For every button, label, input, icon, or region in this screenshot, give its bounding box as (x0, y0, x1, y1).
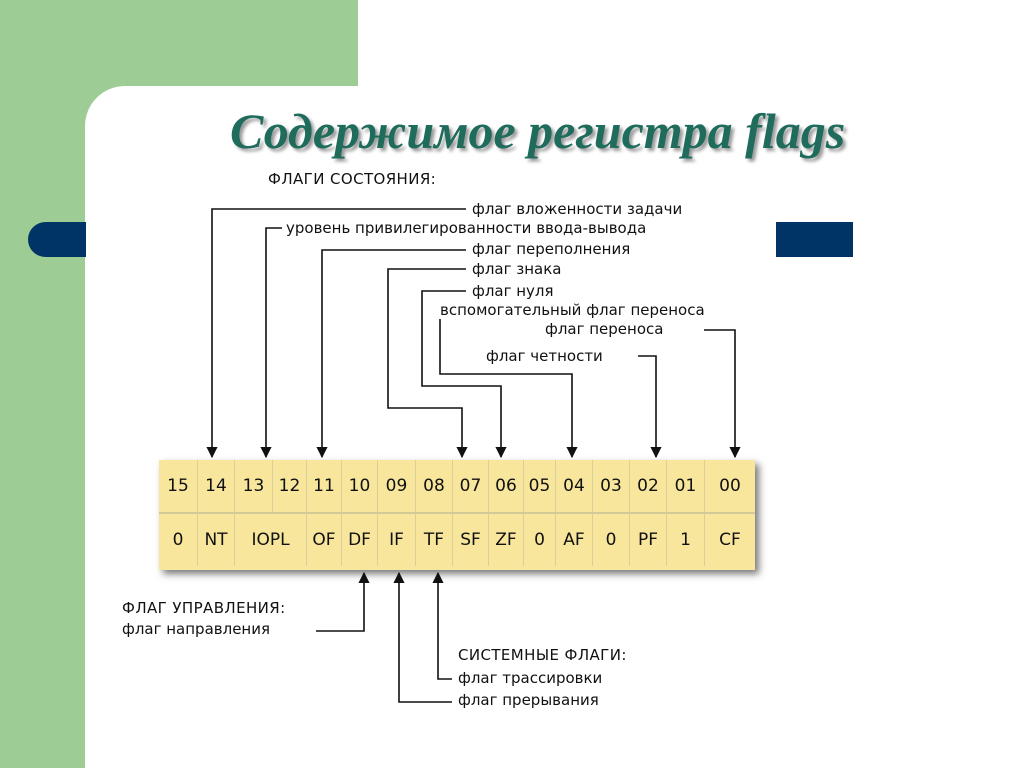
bit-number-03: 03 (593, 460, 630, 512)
label-carry-flag: флаг переноса (545, 320, 664, 338)
connector-cf (704, 330, 735, 457)
bit-number-12: 12 (273, 460, 307, 512)
bit-number-09: 09 (378, 460, 416, 512)
label-iopl: уровень привилегированности ввода-вывода (286, 219, 647, 237)
label-zero-flag: флаг нуля (472, 282, 554, 300)
bit-number-14: 14 (198, 460, 235, 512)
control-flags-header: ФЛАГ УПРАВЛЕНИЯ: (122, 599, 286, 617)
bit-value-cf: CF (719, 530, 741, 550)
connector-pf (638, 356, 656, 457)
connector-tf (438, 573, 452, 679)
bit-number-15: 15 (159, 460, 198, 512)
bit-value-zf: ZF (489, 514, 524, 566)
connector-af (440, 319, 572, 457)
bit-number-06: 06 (489, 460, 524, 512)
bit-number-11: 11 (307, 460, 342, 512)
state-flags-header: ФЛАГИ СОСТОЯНИЯ: (268, 170, 437, 188)
bit-value-03: 0 (593, 514, 630, 566)
bit-value-if: IF (378, 514, 416, 566)
bit-value-df: DF (342, 514, 378, 566)
label-nested-task-flag: флаг вложенности задачи (472, 200, 683, 218)
system-flags-header: СИСТЕМНЫЕ ФЛАГИ: (458, 646, 627, 664)
bit-value-iopl: IOPL (235, 514, 307, 566)
bit-value-05: 0 (524, 514, 556, 566)
bit-value-of: OF (307, 514, 342, 566)
bit-number-02: 02 (630, 460, 667, 512)
bit-number-00: 00 (719, 476, 741, 496)
connector-df (316, 573, 364, 631)
connector-sf (388, 269, 466, 457)
label-sign-flag: флаг знака (472, 260, 562, 278)
bit-value-15: 0 (159, 514, 198, 566)
bit-number-08: 08 (416, 460, 453, 512)
bit-value-tf: TF (416, 514, 453, 566)
bit-value-sf: SF (453, 514, 489, 566)
label-parity-flag: флаг четности (486, 347, 603, 365)
label-overflow-flag: флаг переполнения (472, 240, 631, 258)
bit-number-05: 05 (524, 460, 556, 512)
label-direction-flag: флаг направления (122, 620, 271, 638)
bit-value-nt: NT (198, 514, 235, 566)
slide-title: Содержимое регистра flags (230, 103, 846, 159)
bit-number-07: 07 (453, 460, 489, 512)
connector-if (399, 573, 452, 702)
bit-number-10: 10 (342, 460, 378, 512)
label-auxiliary-carry-flag: вспомогательный флаг переноса (440, 301, 705, 319)
bit-number-04: 04 (556, 460, 593, 512)
bit-number-13: 13 (235, 460, 273, 512)
bit-value-af: AF (556, 514, 593, 566)
connector-iopl (266, 228, 282, 457)
bit-value-01: 1 (667, 514, 705, 566)
label-interrupt-flag: флаг прерывания (458, 691, 599, 709)
connector-of (322, 250, 466, 457)
label-trace-flag: флаг трассировки (458, 669, 603, 687)
bit-number-01: 01 (667, 460, 705, 512)
bit-value-pf: PF (630, 514, 667, 566)
connector-nt (212, 209, 466, 457)
